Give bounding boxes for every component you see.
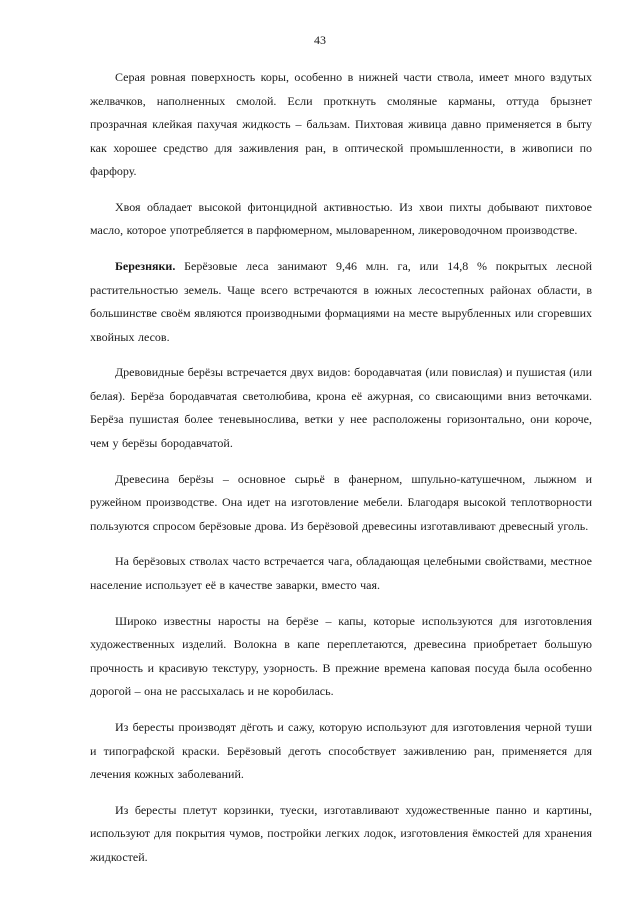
section-heading: Березняки. bbox=[115, 259, 176, 274]
paragraph-birch-bark-crafts bbox=[90, 799, 592, 870]
paragraph-birch-species bbox=[90, 361, 592, 455]
paragraph-text: На берёзовых стволах часто встречается чага, обладающая целебными свойствами, местное население использует её в качестве заварки, вместо чая. bbox=[90, 554, 592, 592]
paragraph-burls bbox=[90, 610, 592, 704]
page-number: 43 bbox=[314, 33, 326, 47]
paragraph-birch-wood bbox=[90, 468, 592, 539]
paragraph-fir-bark bbox=[90, 66, 592, 184]
paragraph-birch-forests bbox=[90, 255, 592, 349]
paragraph-chaga bbox=[90, 550, 592, 597]
paragraph-text: Берёзовые леса занимают 9,46 млн. га, или 14,8 % покрытых лесной растительностью земель. Чаще всего встречаются в южных лесостепных районах области, в большинстве своём являются производными формациями на месте вырубленных или сгоревших хвойных лесов. bbox=[90, 259, 592, 344]
paragraph-text: Из бересты производят дёготь и сажу, которую используют для изготовления черной туши и типографской краски. Берёзовый деготь способствует заживлению ран, применяется для лечения кожных заболеваний. bbox=[90, 720, 592, 782]
paragraph-text: Древовидные берёзы встречается двух видов: бородавчатая (или повислая) и пушистая (или белая). Берёза бородавчатая светолюбива, крона её ажурная, со свисающими вниз веточками. Берёза пушистая более теневынослива, ветки у нее расположены горизонтально, они короче, чем у берёзы бородавчатой. bbox=[90, 365, 592, 450]
paragraph-birch-tar bbox=[90, 716, 592, 787]
paragraph-text: Серая ровная поверхность коры, особенно в нижней части ствола, имеет много вздутых желвачков, наполненных смолой. Если проткнуть смоляные карманы, оттуда брызнет прозрачная клейкая пахучая жидкость – бальзам. Пихтовая живица давно применяется в быту как хорошее средство для заживления ран, в оптической промышленности, в живописи по фарфору. bbox=[90, 70, 592, 178]
paragraph-text: Древесина берёзы – основное сырьё в фанерном, шпульно-катушечном, лыжном и ружейном производстве. Она идет на изготовление мебели. Благодаря высокой теплотворности пользуются спросом берёзовые дрова. Из берёзовой древесины изготавливают древесный уголь. bbox=[90, 471, 592, 533]
paragraph-text: Из бересты плетут корзинки, туески, изготавливают художественные панно и картины, используют для покрытия чумов, постройки легких лодок, изготовления ёмкостей для хранения жидкостей. bbox=[90, 802, 592, 864]
paragraph-fir-needles bbox=[90, 196, 592, 243]
body-text bbox=[90, 66, 592, 869]
paragraph-text: Хвоя обладает высокой фитонцидной активностью. Из хвои пихты добывают пихтовое масло, которое употребляется в парфюмерном, мыловаренном, ликероводочном производстве. bbox=[90, 199, 592, 238]
paragraph-text: Широко известны наросты на берёзе – капы, которые используются для изготовления художественных изделий. Волокна в капе переплетаются, древесина приобретает большую прочность и красивую текстуру, узорность. В прежние времена каповая посуда была особенно дорогой – она не рассыхалась и не коробилась. bbox=[90, 613, 592, 699]
